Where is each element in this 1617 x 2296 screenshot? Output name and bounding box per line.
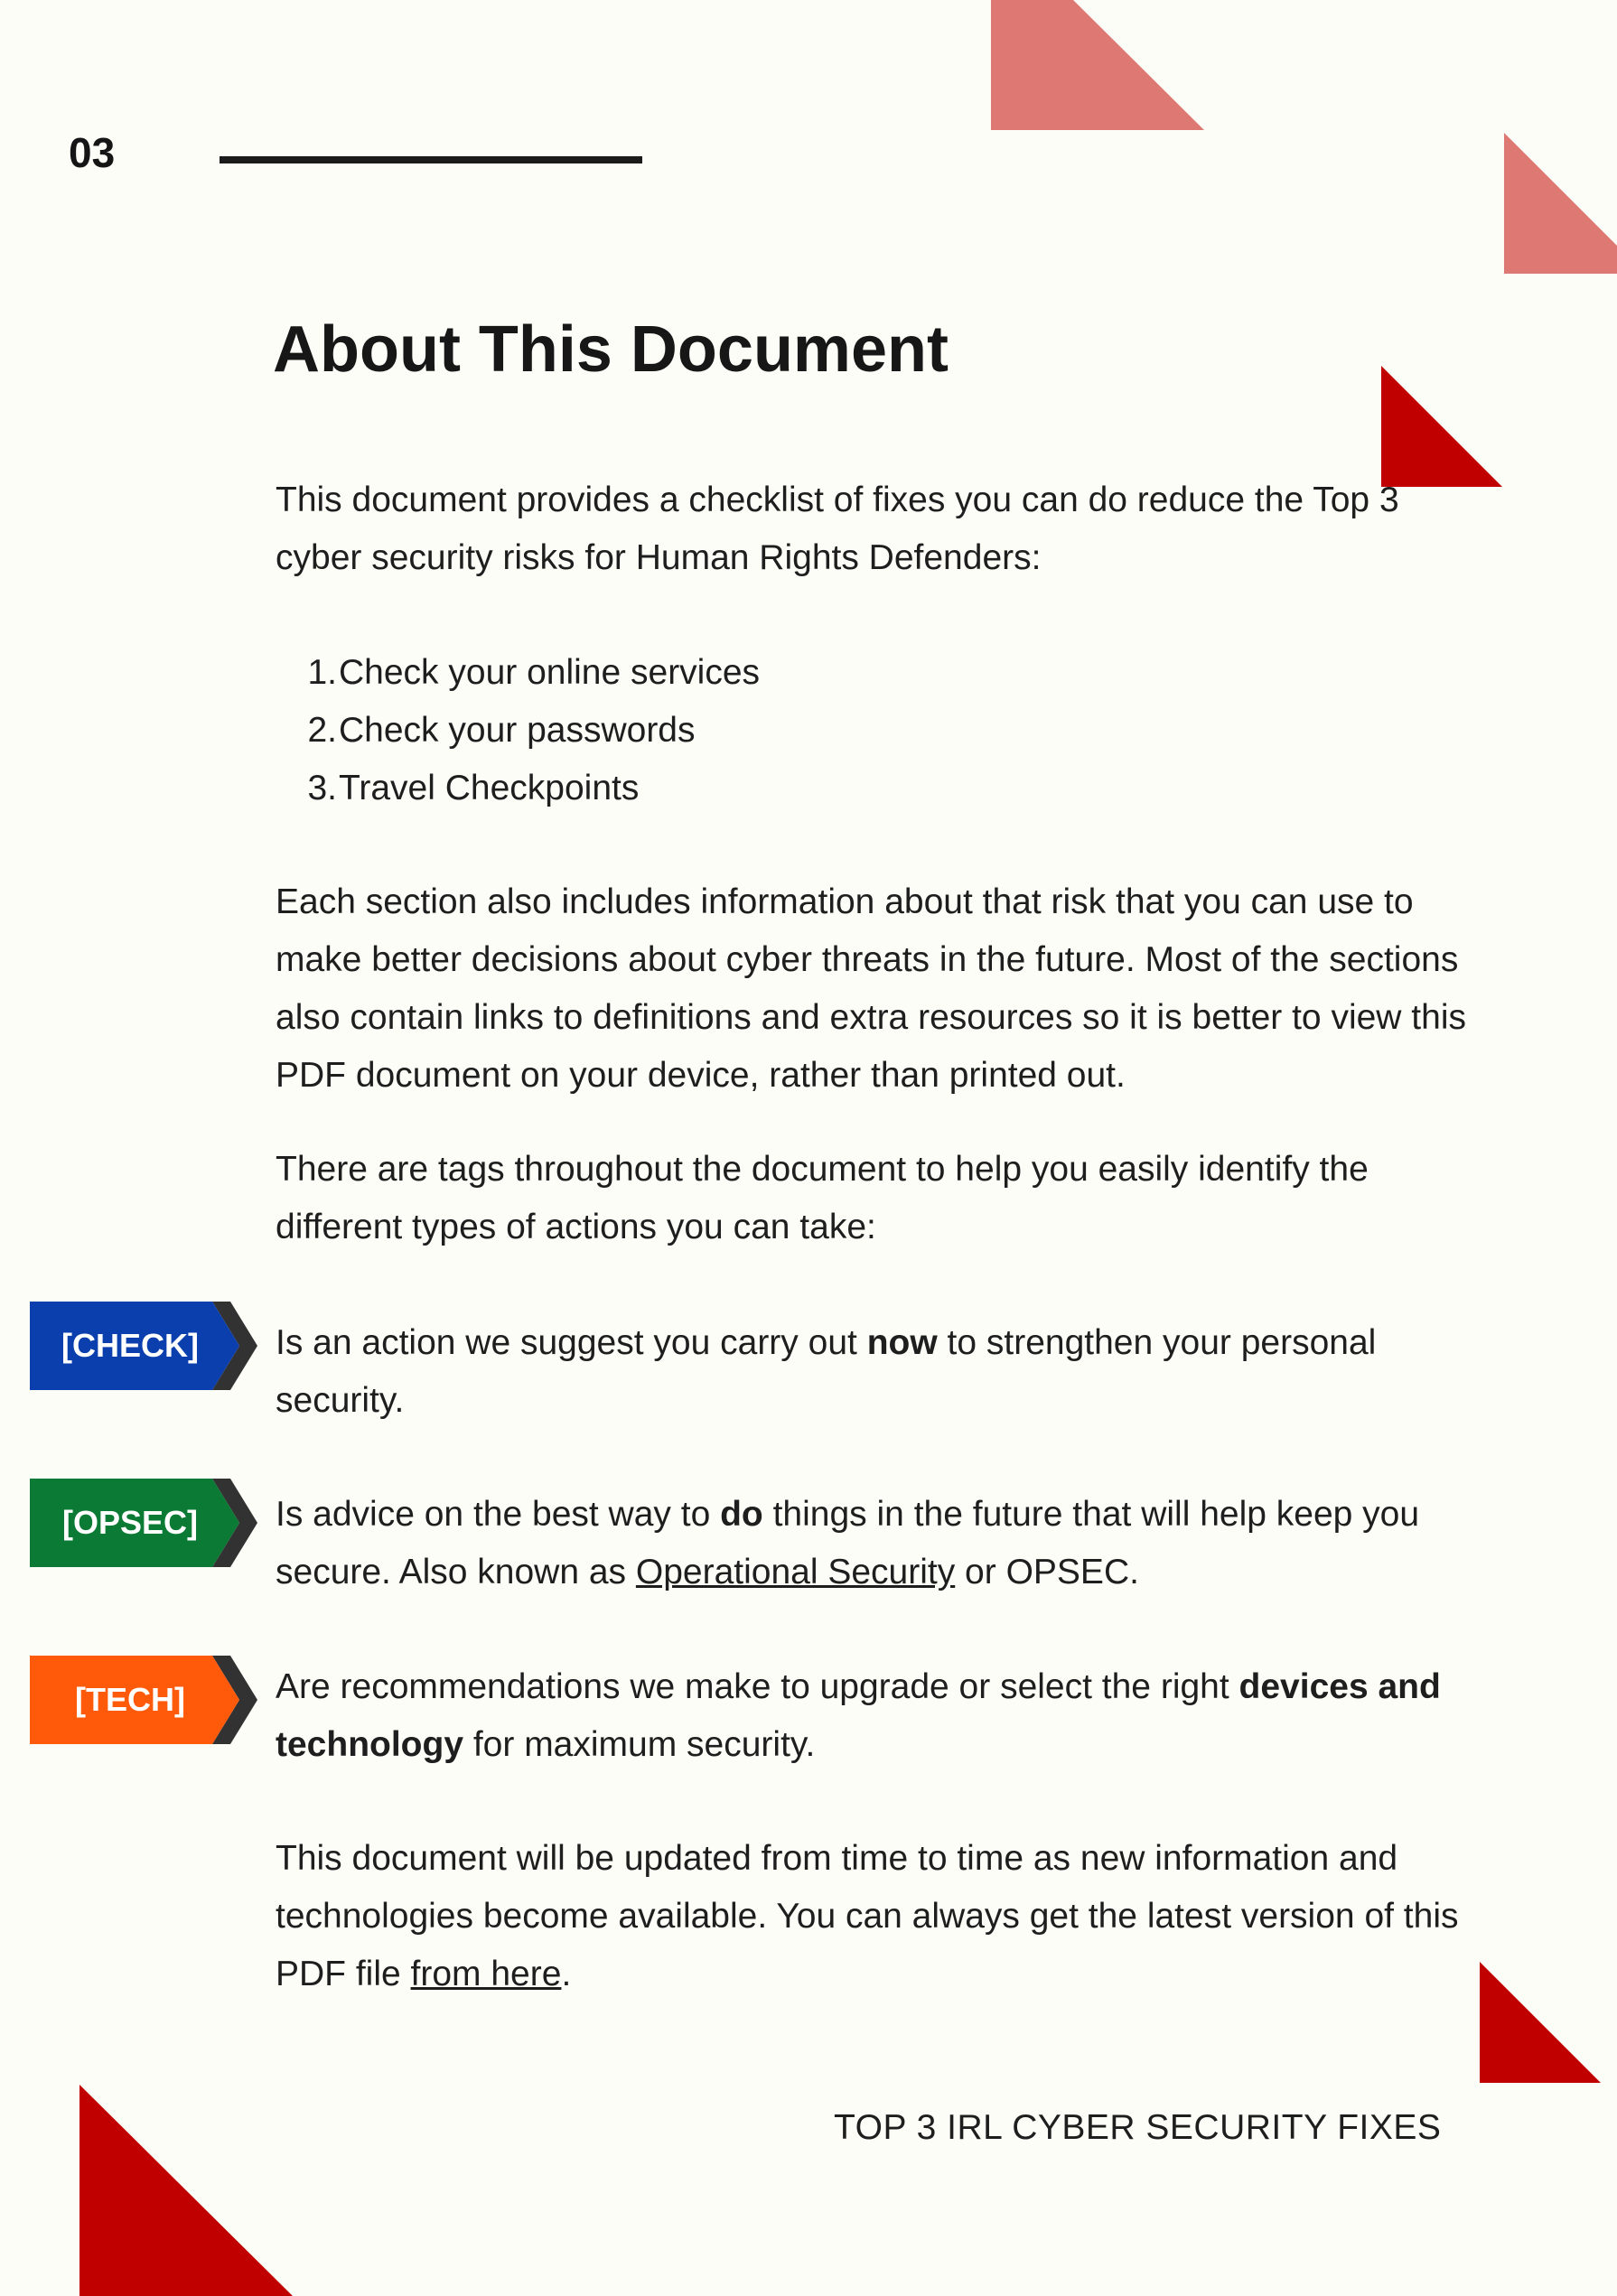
update-note-end: . [561, 1955, 572, 1993]
step-number: 2. [307, 711, 337, 750]
check-text-before: Is an action we suggest you carry out [276, 1323, 867, 1362]
red-triangle-corner-decoration [79, 2085, 293, 2296]
list-item [276, 644, 1179, 702]
check-text-bold: now [866, 1323, 938, 1362]
step-label: Check your online services [339, 653, 761, 692]
steps-list [276, 644, 1179, 817]
tech-text-after: for maximum security. [463, 1725, 816, 1764]
header-divider [220, 156, 642, 163]
step-number: 1. [307, 653, 337, 692]
step-label: Travel Checkpoints [339, 769, 640, 807]
page-title: About This Document [273, 313, 949, 386]
operational-security-link[interactable]: Operational Security [635, 1553, 956, 1591]
opsec-text-after: or OPSEC. [955, 1553, 1139, 1591]
update-note-text: This document will be updated from time to time as new information and technologies become available. You can always get the latest version of this PDF file [276, 1839, 1459, 1993]
check-tag-label: [CHECK] [61, 1327, 199, 1364]
red-triangle-upper-decoration [1381, 366, 1502, 487]
opsec-text-bold: do [720, 1495, 763, 1534]
list-item [276, 760, 1179, 817]
update-note-paragraph [276, 1830, 1459, 2003]
tech-tag-description [276, 1658, 1477, 1774]
check-tag-description [276, 1314, 1477, 1430]
footer-title: TOP 3 IRL CYBER SECURITY FIXES [834, 2108, 1442, 2147]
tech-text-before: Are recommendations we make to upgrade or select the right [276, 1667, 1239, 1706]
sections-paragraph: Each section also includes information about that risk that you can use to make better decisions about cyber threats in the future. Most of the sections also contain links to definitions and extra resources so it is better to view this PDF document on your device, rather than printed out. [276, 882, 1466, 1095]
pink-triangle-right-decoration [1504, 133, 1617, 274]
latest-version-link[interactable]: from here [410, 1955, 562, 1993]
red-triangle-lower-decoration [1480, 1962, 1601, 2083]
check-tag [30, 1302, 257, 1390]
opsec-tag [30, 1479, 257, 1567]
tech-tag-label: [TECH] [75, 1681, 185, 1718]
list-item [276, 702, 1179, 760]
intro-paragraph: This document provides a checklist of fixes you can do reduce the Top 3 cyber security risks for Human Rights Defenders: [276, 481, 1399, 577]
opsec-tag-description [276, 1486, 1477, 1601]
opsec-text-middle: things in the future that will help keep you secure. Also known as [276, 1495, 1420, 1591]
opsec-tag-label: [OPSEC] [61, 1504, 198, 1541]
step-label: Check your passwords [339, 711, 696, 750]
tech-tag [30, 1656, 257, 1744]
step-number: 3. [307, 769, 337, 807]
page-number: 03 [69, 129, 116, 176]
opsec-text-before: Is advice on the best way to [276, 1495, 721, 1534]
check-text-after: to strengthen your personal security. [276, 1323, 1377, 1420]
pink-triangle-top-decoration [991, 0, 1204, 130]
tech-text-bold: devices and technology [276, 1667, 1441, 1764]
tags-intro-paragraph: There are tags throughout the document to help you easily identify the different types of actions you can take: [276, 1150, 1369, 1246]
